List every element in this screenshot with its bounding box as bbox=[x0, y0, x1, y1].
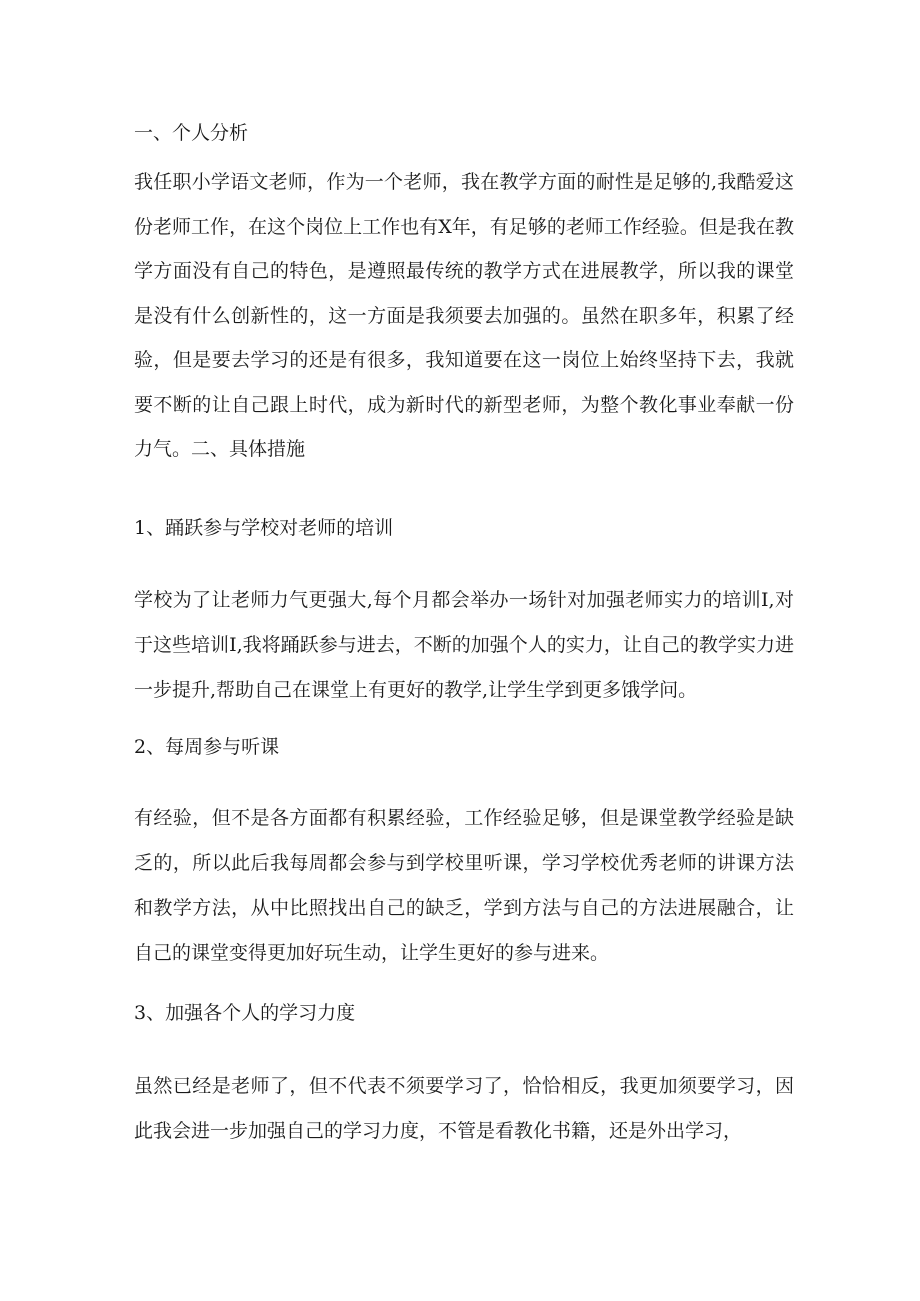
section-title-personal-analysis: 一、个人分析 bbox=[134, 122, 249, 144]
intro-paragraph: 我任职小学语文老师，作为一个老师，我在教学方面的耐性是足够的,我酷爱这份老师工作，在这个岗位上工作也有X年，有足够的老师工作经验。但是我在教学方面没有自己的特色，是遵照最传统的教学方式在进展教学，所以我的课堂是没有什么创新性的，这一方面是我须要去加强的。虽然在职多年，积累了经验，但是要去学习的还是有很多，我知道要在这一岗位上始终坚持下去，我就要不断的让自己跟上时代，成为新时代的新型老师，为整个教化事业奉献一份力气。二、具体措施 bbox=[134, 171, 794, 460]
measure-heading-training: 1、踊跃参与学校对老师的培训 bbox=[134, 517, 394, 539]
measure-body-training: 学校为了让老师力气更强大,每个月都会举办一场针对加强老师实力的培训I,对于这些培训I,我将踊跃参与进去，不断的加强个人的实力，让自己的教学实力进一步提升,帮助自己在课堂上有更好的教学,让学生学到更多饿学问。 bbox=[134, 589, 794, 701]
measure-heading-study: 3、加强各个人的学习力度 bbox=[134, 1002, 356, 1024]
measure-body-observe-class: 有经验，但不是各方面都有积累经验，工作经验足够，但是课堂教学经验是缺乏的，所以此后我每周都会参与到学校里听课，学习学校优秀老师的讲课方法和教学方法，从中比照找出自己的缺乏，学到方法与自己的方法进展融合，让自己的课堂变得更加好玩生动，让学生更好的参与进来。 bbox=[134, 807, 794, 964]
measure-body-study: 虽然已经是老师了，但不代表不须要学习了，恰恰相反，我更加须要学习，因此我会进一步加强自己的学习力度，不管是看教化书籍，还是外出学习， bbox=[134, 1075, 794, 1142]
measure-heading-observe-class: 2、每周参与听课 bbox=[134, 736, 280, 758]
